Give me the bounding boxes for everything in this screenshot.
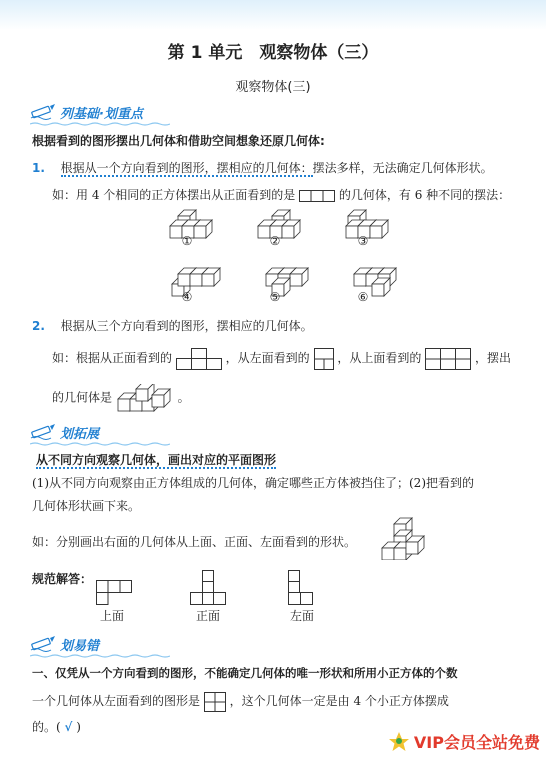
left-view-figure [314, 348, 334, 370]
check-mark: √ [64, 720, 73, 734]
pencil-icon [30, 423, 56, 441]
view-label-top: 上面 [100, 609, 125, 623]
item-1-tail: 摆法多样，无法确定几何体形状。 [312, 161, 493, 175]
section-header-pitfalls [30, 632, 170, 656]
example-2-text-f: 。 [177, 390, 190, 405]
watermark-text: VIP会员全站免费 [413, 733, 540, 752]
section-label: 划拓展 [60, 426, 100, 442]
section-2-example: 如：分别画出右面的几何体从上面、正面、左面看到的形状。 [32, 535, 357, 549]
top-view-figure [425, 348, 471, 370]
item-2-example [52, 346, 511, 370]
example-2-text-a: 如：根据从正面看到的 [52, 351, 173, 365]
section-3-heading: 一、仅凭从一个方向看到的图形，不能确定几何体的唯一形状和所用小正方体的个数 [32, 666, 458, 680]
pitfall-text-c: 的。( [32, 720, 61, 734]
example-solid-figure [380, 516, 428, 560]
item-1 [32, 159, 493, 177]
example-2-text-b: ，从左面看到的 [225, 351, 310, 365]
page-title: 第 1 单元 观察物体（三） [167, 43, 379, 63]
front-view-answer [190, 570, 226, 606]
example-2-text-d: ，摆出 [475, 351, 512, 365]
left-view-small-figure [204, 692, 226, 712]
star-person-icon [388, 731, 410, 753]
section-2-paragraph-1: (1)从不同方向观察由正方体组成的几何体，确定哪些正方体被挡住了；(2)把看到的 [32, 476, 474, 490]
pitfall-text-a: 一个几何体从左面看到的图形是 [32, 694, 201, 708]
example-2-text-c: ，从上面看到的 [337, 351, 422, 365]
section-header-basics [30, 100, 190, 124]
section-2-heading [36, 451, 276, 469]
arrangement-label-4: ④ [181, 290, 193, 304]
answer-label: 规范解答： [32, 572, 93, 586]
section-intro: 根据看到的图形摆出几何体和借助空间想象还原几何体: [32, 134, 325, 148]
item-2-result [52, 384, 190, 412]
arrangement-label-3: ③ [357, 234, 369, 248]
item-2 [32, 317, 313, 335]
section-2-heading-text: 从不同方向观察几何体，画出对应的平面图形 [36, 453, 277, 467]
solid-figure [116, 384, 174, 412]
example-2-text-e: 的几何体是 [52, 390, 113, 405]
pitfall-text-d: ) [76, 720, 81, 734]
section-3-line-2 [32, 718, 81, 736]
arrangement-label-1: ① [181, 234, 193, 248]
item-2-text: 根据从三个方向看到的图形，摆相应的几何体。 [60, 319, 313, 333]
arrangement-label-2: ② [269, 234, 281, 248]
item-number: 1. [32, 161, 45, 175]
wave-underline [30, 654, 170, 658]
pitfall-text-b: ，这个几何体一定是由 4 个小正方体摆成 [229, 694, 449, 708]
item-1-text: 根据从一个方向看到的图形，摆相应的几何体： [60, 161, 313, 175]
item-1-example [52, 186, 510, 204]
watermark [388, 730, 540, 753]
top-view-answer [96, 580, 132, 606]
left-view-answer [288, 570, 314, 606]
wave-underline [30, 122, 170, 126]
section-label: 列基础·划重点 [60, 106, 143, 122]
section-3-line-1 [32, 690, 449, 712]
arrangement-label-5: ⑤ [269, 290, 281, 304]
example-text-a: 如：用 4 个相同的正方体摆出从正面看到的是 [52, 188, 296, 202]
view-label-front: 正面 [196, 609, 221, 623]
example-text-b: 的几何体，有 6 种不同的摆法： [338, 188, 511, 202]
pencil-icon [30, 103, 56, 121]
page-subtitle: 观察物体(三) [235, 80, 311, 95]
view-label-left: 左面 [290, 609, 315, 623]
front-view-figure [176, 348, 222, 370]
section-label: 划易错 [60, 638, 100, 654]
item-number: 2. [32, 319, 45, 333]
arrangement-label-6: ⑥ [357, 290, 369, 304]
header-band [0, 0, 546, 30]
section-2-paragraph-2: 几何体形状画下来。 [32, 499, 141, 513]
pencil-icon [30, 635, 56, 653]
front-view-icon [299, 190, 335, 202]
wave-underline [30, 442, 170, 446]
section-header-extension [30, 420, 170, 444]
